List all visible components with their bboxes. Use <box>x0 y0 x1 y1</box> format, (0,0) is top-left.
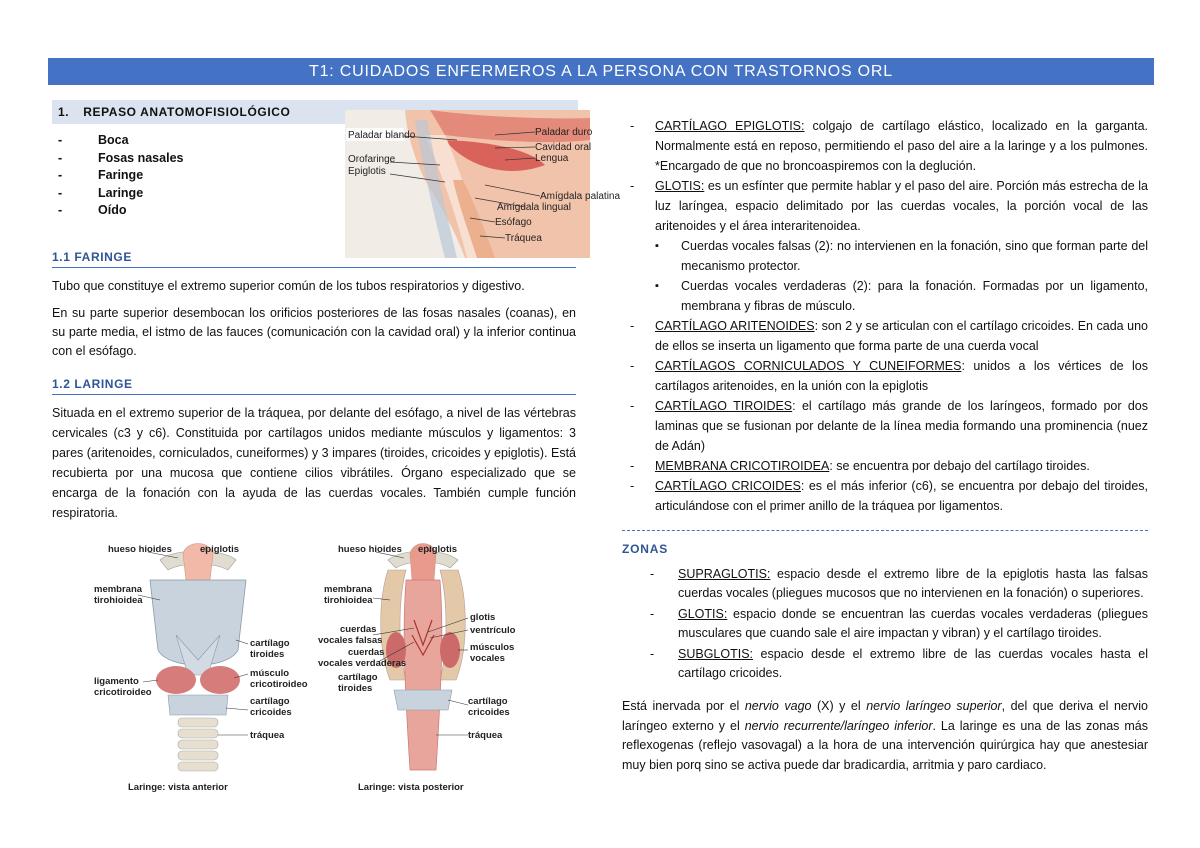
label-esofago: Esófago <box>495 217 532 228</box>
list-item <box>622 645 1148 683</box>
label-amigdala-palatina: Amígdala palatina <box>540 191 621 202</box>
text-run: Está inervada por el <box>622 699 745 713</box>
inervacion-paragraph <box>622 697 1148 775</box>
definition: : unidos a los vértices de los cartílagos aritenoides, en la unión con la epiglotis <box>655 359 1148 393</box>
laringe-posterior-svg <box>318 540 528 800</box>
label-membrana: membrana <box>324 584 373 595</box>
figure-caption: Laringe: vista anterior <box>128 782 228 793</box>
zonas-list <box>622 565 1148 683</box>
document-title: T1: CUIDADOS ENFERMEROS A LA PERSONA CON TRASTORNOS ORL <box>48 58 1154 85</box>
laringe-heading: 1.2 LARINGE <box>52 375 576 395</box>
label-paladar-blando: Paladar blando <box>348 130 416 141</box>
label-cricotiroideo: cricotiroideo <box>250 679 308 690</box>
label-hueso-hioides: hueso hioides <box>338 544 402 555</box>
term: SUBGLOTIS: <box>678 647 754 661</box>
cartilage-list <box>622 116 1148 516</box>
list-item: - Fosas nasales <box>52 150 576 168</box>
definition: colgajo de cartílago elástico, localizado en la garganta. Normalmente está en reposo, permitiendo el paso del aire a la laringe y a los pulmones. *Encargado de que no broncoaspiremos con la deglución. <box>655 119 1148 173</box>
faringe-paragraph-2: En su parte superior desembocan los orificios posteriores de las fosas nasales (coanas), en su parte media, el istmo de las fauces (comunicación con la cavidad oral) y la inferior continua con el esófago. <box>52 305 576 358</box>
label-cartilago: cartílago <box>250 696 290 707</box>
label-epiglotis: epiglotis <box>418 544 458 555</box>
sagittal-head-svg <box>345 110 621 258</box>
label-vocales-falsas: vocales falsas <box>318 635 383 646</box>
definition: espacio desde el extremo libre de la epiglotis hasta las falsas cuerdas vocales (pliegues mucosos que no intervienen en la fonación) o superiores. <box>678 567 1148 600</box>
label-ventriculo: ventrículo <box>470 625 516 636</box>
label-cuerdas: cuerdas <box>340 624 377 635</box>
faringe-paragraph-1: Tubo que constituye el extremo superior común de los tubos respiratorios y digestivo. <box>52 278 525 293</box>
label-amigdala-lingual: Amígdala lingual <box>497 202 571 213</box>
term: CARTÍLAGO TIROIDES <box>655 399 793 413</box>
text-run: , del que deriva el nervio laríngeo externo y el <box>622 699 1148 733</box>
list-item: - Oído <box>52 202 576 220</box>
label-ligamento: ligamento <box>94 676 139 687</box>
label-epiglotis: Epiglotis <box>348 166 386 177</box>
list-item <box>622 316 1148 356</box>
list-item <box>622 565 1148 603</box>
list-item <box>622 396 1148 456</box>
list-item <box>622 356 1148 396</box>
list-item <box>622 116 1148 176</box>
laringe-posterior-figure <box>318 540 528 800</box>
label-musculo: músculo <box>250 668 290 679</box>
label-epiglotis: epiglotis <box>200 544 240 555</box>
list-item: - Laringe <box>52 185 576 203</box>
sagittal-head-illustration <box>345 110 621 258</box>
glotis-sublist <box>655 236 1148 316</box>
definition: espacio donde se encuentran las cuerdas vocales verdaderas (pliegues musculares que cuando sale el aire impactan y vibran) y el cartílago tiroides. <box>678 607 1148 640</box>
label-membrana: membrana <box>94 584 143 595</box>
laringe-paragraph: Situada en el extremo superior de la tráquea, por delante del esófago, a nivel de las vértebras cervicales (c3 y c6). Constituida por cartílagos unidos mediante músculos y ligamentos: 3 pares (aritenoides, corniculados, cuneiformes) y 3 impares (tiroides, cricoides y epiglotis). Está recubierta por una mucosa que contiene cilios vibrátiles. Órgano especializado que se encarga de la fonación con la ayuda de las cuerdas vocales. También cumple función respiratoria. <box>52 405 576 520</box>
definition: espacio desde el extremo libre de las cuerdas vocales hasta el cartílago cricoides. <box>678 647 1148 680</box>
nerve-name: nervio laríngeo superior <box>866 699 1002 713</box>
section-title: REPASO ANATOMOFISIOLÓGICO <box>83 105 291 119</box>
label-cricoides: cricoides <box>468 707 510 718</box>
label-lengua: Lengua <box>535 153 569 164</box>
label-musculos: músculos <box>470 642 515 653</box>
label-tiroides: tiroides <box>250 649 285 660</box>
label-traquea: Tráquea <box>505 233 542 244</box>
zonas-heading: ZONAS <box>622 542 668 556</box>
figure-caption: Laringe: vista posterior <box>358 782 464 793</box>
label-cricoides: cricoides <box>250 707 292 718</box>
label-glotis: glotis <box>470 612 496 623</box>
term: GLOTIS: <box>655 179 705 193</box>
nerve-name: nervio recurrente/laríngeo inferior <box>744 718 933 733</box>
label-traquea: tráquea <box>468 730 503 741</box>
label-hueso-hioides: hueso hioides <box>108 544 172 555</box>
label-tiroides: tiroides <box>338 683 373 694</box>
sublist-item: ▪ Cuerdas vocales verdaderas (2): para la fonación. Formadas por un ligamento, membrana y fibras de músculo. <box>655 276 1148 316</box>
definition: : se encuentra por debajo del cartílago tiroides. <box>829 459 1090 473</box>
list-item <box>622 476 1148 516</box>
term: SUPRAGLOTIS: <box>678 567 771 581</box>
list-item <box>622 605 1148 643</box>
label-cartilago: cartílago <box>250 638 290 649</box>
term: CARTÍLAGO CRICOIDES <box>655 479 801 493</box>
laringe-anterior-figure <box>88 540 308 800</box>
term: CARTÍLAGOS CORNICULADOS Y CUNEIFORMES <box>655 359 962 373</box>
term: CARTÍLAGO EPIGLOTIS: <box>655 119 805 133</box>
text-run: . La laringe es una de las zonas más reflexogenas (reflejo vasovagal) a la hora de una intervención quirúrgica hay que anestesiar muy bien porq sino se activa puede dar bradicardia, arritmia y paro cardiaco. <box>622 718 1148 772</box>
definition: es un esfínter que permite hablar y el paso del aire. Porción más estrecha de la luz laríngea, espacio delimitado por las cuerdas vocales, la porción vocal de las aritenoides y el área interaritenoidea. <box>655 179 1148 233</box>
term: MEMBRANA CRICOTIROIDEA <box>655 459 830 473</box>
label-tirohioidea: tirohioidea <box>94 595 143 606</box>
label-cartilago: cartílago <box>468 696 508 707</box>
text-run: (X) y el <box>811 699 867 713</box>
nerve-name: nervio vago <box>744 699 812 713</box>
term: CARTÍLAGO ARITENOIDES <box>655 319 815 333</box>
label-tirohioidea: tirohioidea <box>324 595 373 606</box>
label-vocales: vocales <box>470 653 505 664</box>
section-number: 1. <box>58 105 70 119</box>
laringe-anterior-svg <box>88 540 308 800</box>
definition: : es el más inferior (c6), se encuentra por debajo del tiroides, articulándose con el primer anillo de la tráquea por ligamentos. <box>655 479 1149 513</box>
label-cavidad-oral: Cavidad oral <box>535 142 592 153</box>
divider <box>622 530 1148 531</box>
term: GLOTIS: <box>678 607 728 621</box>
list-item: - Boca <box>52 132 576 150</box>
definition: : son 2 y se articulan con el cartílago cricoides. En cada uno de ellos se inserta un ligamento que forma parte de una cuerda vocal <box>655 319 1148 353</box>
label-vocales-verdaderas: vocales verdaderas <box>318 658 407 669</box>
faringe-heading: 1.1 FARINGE <box>52 248 576 268</box>
label-paladar-duro: Paladar duro <box>535 127 593 138</box>
sublist-item: ▪ Cuerdas vocales falsas (2): no intervienen en la fonación, sino que forman parte del mecanismo protector. <box>655 236 1148 276</box>
label-cartilago: cartílago <box>338 672 378 683</box>
list-item <box>622 176 1148 316</box>
list-item <box>622 456 1148 476</box>
label-orofaringe: Orofaringe <box>348 154 396 165</box>
right-column <box>622 116 1148 775</box>
label-cricotiroideo: cricotiroideo <box>94 687 152 698</box>
definition: : el cartílago más grande de los laríngeos, formado por dos laminas que se fusionan por delante de la línea media formando una prominencia (nuez de Adán) <box>655 399 1149 453</box>
list-item: - Faringe <box>52 167 576 185</box>
label-traquea: tráquea <box>250 730 285 741</box>
label-cuerdas: cuerdas <box>348 647 385 658</box>
